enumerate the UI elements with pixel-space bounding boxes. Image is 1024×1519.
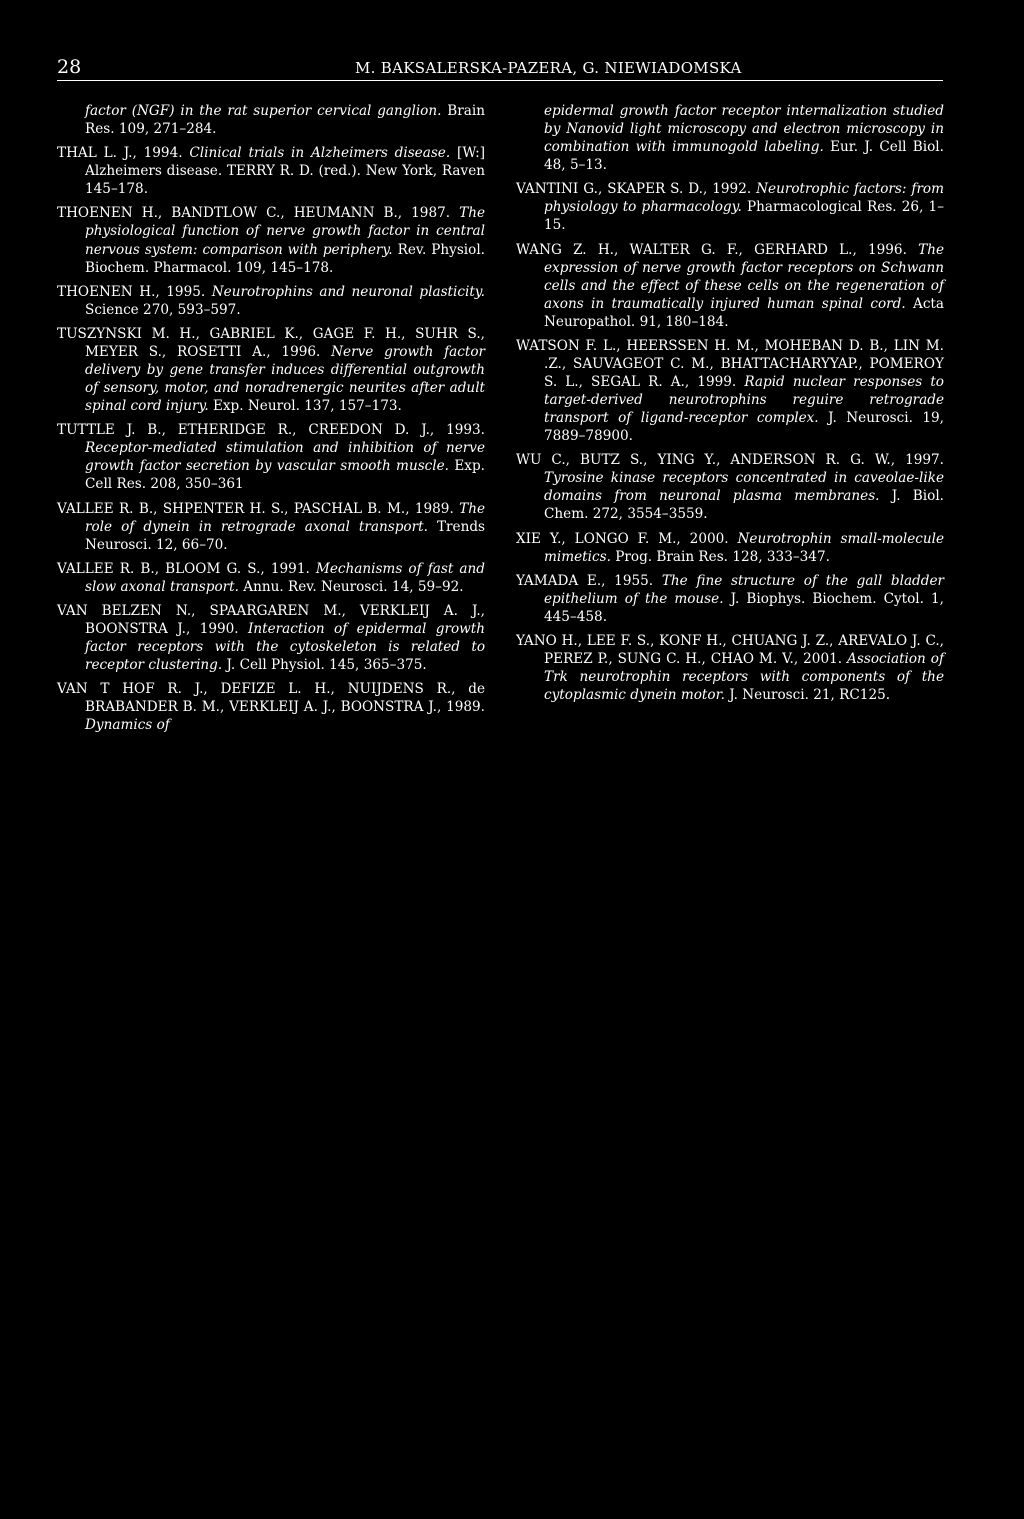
reference-title: Dynamics of [85,717,170,734]
reference-entry [57,144,485,198]
reference-authors: TUSZYNSKI M. H., GABRIEL K., GAGE F. H., SUHR S., MEYER S., ROSETTI A., 1996. [57,325,485,360]
references-right-column [516,102,944,710]
reference-authors: VAN BELZEN N., SPAARGAREN M., VERKLEIJ A. J., BOONSTRA J., 1990. [57,602,485,637]
reference-entry [516,180,944,234]
reference-authors: WATSON F. L., HEERSSEN H. M., MOHEBAN D. B., LIN M. .Z., SAUVAGEOT C. M., BHATTACHARYYAP., POMEROY S. L., SEGAL R. A., 1999. [516,337,944,390]
reference-entry [57,500,485,554]
references-left-column [57,102,485,740]
reference-authors: WU C., BUTZ S., YING Y., ANDERSON R. G. W., 1997. [516,452,944,469]
reference-authors: TUTTLE J. B., ETHERIDGE R., CREEDON D. J., 1993. [57,422,485,439]
reference-source: J. Neurosci. 21, RC125. [729,687,891,704]
reference-title: factor (NGF) in the rat superior cervical ganglion. [85,103,442,119]
running-head: M. BAKSALERSKA-PAZERA, G. NIEWIADOMSKA [355,59,742,77]
reference-entry [516,102,944,174]
reference-authors: XIE Y., LONGO F. M., 2000. [516,530,729,547]
reference-entry [57,680,485,734]
reference-source: J. Biol. Chem. 272, 3554–3559. [544,488,944,523]
reference-authors: VANTINI G., SKAPER S. D., 1992. [516,181,752,198]
reference-source: J. Neurosci. 19, 7889–78900. [544,410,944,445]
reference-title: Rapid nuclear responses to target-derived neurotrophins reguire retrograde transport of ligand-receptor complex. [544,373,944,427]
reference-authors: VAN T HOF R. J., DEFIZE L. H., NUIJDENS R., de BRABANDER B. M., VERKLEIJ A. J., BOONSTRA J., 1989. [57,681,485,716]
reference-entry [516,337,944,445]
reference-entry [57,283,485,319]
reference-source: Pharmacological Res. 26, 1–15. [544,199,944,234]
reference-title: The fine structure of the gall bladder epithelium of the mouse. [544,572,944,607]
reference-entry [516,241,944,331]
reference-source: Eur. J. Cell Biol. 48, 5–13. [544,139,944,174]
reference-title: Receptor-mediated stimulation and inhibition of nerve growth factor secretion by vascular smooth muscle. [85,440,485,475]
reference-source: J. Cell Physiol. 145, 365–375. [226,657,427,674]
reference-title: The physiological function of nerve growth factor in central nervous system: comparison with periphery. [85,205,485,258]
reference-source: [W:] Alzheimers disease. TERRY R. D. (red.). New York, Raven 145–178. [85,145,485,198]
reference-source: J. Biophys. Biochem. Cytol. 1, 445–458. [544,590,945,625]
reference-entry [57,102,485,138]
reference-title: Neurotrophic factors: from physiology to pharmacology. [544,181,945,216]
reference-authors: YANO H., LEE F. S., KONF H., CHUANG J. Z., AREVALO J. C., PEREZ P., SUNG C. H., CHAO M. V., 2001. [516,632,944,667]
reference-title: Association of Trk neurotrophin receptors with components of the cytoplasmic dynein motor. [544,650,944,704]
reference-authors: THOENEN H., BANDTLOW C., HEUMANN B., 1987. [57,205,451,222]
reference-title: The expression of nerve growth factor receptors on Schwann cells and the effect of these cells on the regeneration of axons in traumatically injured human spinal cord. [544,241,944,312]
reference-entry [57,602,485,674]
reference-authors: VALLEE R. B., SHPENTER H. S., PASCHAL B. M., 1989. [57,500,454,517]
reference-title: The role of dynein in retrograde axonal transport. [85,500,485,535]
reference-authors: THAL L. J., 1994. [57,145,183,162]
reference-source: Exp. Cell Res. 208, 350–361 [85,458,485,493]
reference-title: Nerve growth factor delivery by gene transfer induces differential outgrowth of sensory, motor, and noradrenergic neurites after adult spinal cord injury. [85,343,486,415]
reference-title: Mechanisms of fast and slow axonal transport. [85,560,485,595]
reference-title: Neurotrophins and neuronal plasticity. [211,283,485,300]
reference-source: Acta Neuropathol. 91, 180–184. [544,295,944,330]
reference-source: Annu. Rev. Neurosci. 14, 59–92. [243,578,464,595]
reference-entry [57,421,485,493]
reference-title: Clinical trials in Alzheimers disease. [189,145,451,162]
reference-title: Neurotrophin small-molecule mimetics. [544,530,944,565]
header-rule [57,80,943,81]
reference-authors: THOENEN H., 1995. [57,283,206,300]
reference-entry [57,204,485,276]
reference-source: Brain Res. 109, 271–284. [85,103,485,138]
reference-entry [516,451,944,523]
reference-source: Science 270, 593–597. [85,301,241,318]
reference-authors: VALLEE R. B., BLOOM G. S., 1991. [57,560,310,577]
reference-authors: YAMADA E., 1955. [516,572,654,589]
reference-entry [57,325,485,415]
reference-entry [516,632,944,704]
reference-entry [516,530,944,566]
reference-title: Interaction of epidermal growth factor receptors with the cytoskeleton is related to receptor clustering. [85,620,485,674]
reference-source: Prog. Brain Res. 128, 333–347. [615,548,830,565]
reference-entry [516,572,944,626]
page-number: 28 [57,56,82,78]
reference-title: Tyrosine kinase receptors concentrated in caveolae-like domains from neuronal plasma membranes. [544,470,944,505]
reference-authors: WANG Z. H., WALTER G. F., GERHARD L., 1996. [516,241,907,258]
reference-entry [57,560,485,596]
reference-title: epidermal growth factor receptor internalization studied by Nanovid light microscopy and electron microscopy in combination with immunogold labeling. [544,103,944,156]
reference-source: Rev. Physiol. Biochem. Pharmacol. 109, 145–178. [85,241,486,276]
reference-source: Exp. Neurol. 137, 157–173. [212,398,402,415]
reference-source: Trends Neurosci. 12, 66–70. [85,518,485,553]
